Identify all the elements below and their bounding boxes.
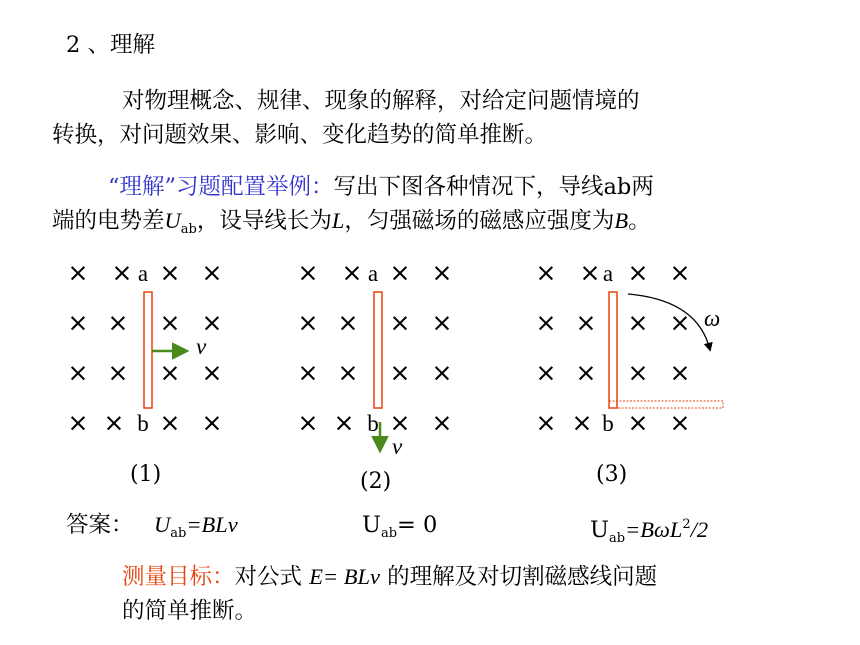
field-cross-mark: × bbox=[627, 358, 649, 387]
terminal-a-label: a bbox=[137, 261, 149, 286]
field-cross-mark: × bbox=[297, 358, 319, 387]
field-cross-mark: × bbox=[431, 358, 453, 387]
field-cross-mark: × bbox=[669, 258, 691, 287]
field-cross-mark: × bbox=[159, 358, 181, 387]
goal-text-1a: 对公式 bbox=[234, 564, 303, 590]
example-label: “理解”习题配置举例： bbox=[108, 174, 334, 200]
figure-label-1: (1) bbox=[130, 462, 162, 487]
field-cross-mark: × bbox=[579, 258, 601, 287]
field-cross-mark: × bbox=[669, 308, 691, 337]
field-cross-mark: × bbox=[67, 358, 89, 387]
terminal-a-label: a bbox=[602, 261, 614, 286]
field-cross-mark: × bbox=[431, 408, 453, 437]
goal-text-1b: 的理解及对切割磁感线问题 bbox=[387, 564, 658, 590]
answer-3-sup: 2 bbox=[682, 517, 691, 532]
field-cross-mark: × bbox=[389, 308, 411, 337]
answer-1-sub: ab bbox=[170, 526, 187, 541]
field-cross-mark: × bbox=[627, 408, 649, 437]
symbol-U: U bbox=[164, 208, 181, 233]
symbol-L: L bbox=[331, 208, 345, 233]
answer-line bbox=[66, 510, 134, 540]
answer-3-rhs1: =BωL bbox=[625, 517, 683, 542]
figure-label-3: (3) bbox=[596, 462, 628, 487]
answer-2 bbox=[362, 510, 437, 549]
answer-3 bbox=[590, 510, 708, 554]
field-cross-mark: × bbox=[669, 358, 691, 387]
answer-1-U: U bbox=[154, 512, 171, 537]
field-cross-mark: × bbox=[337, 308, 359, 337]
example-text-2b: ，设导线长为 bbox=[196, 208, 332, 234]
field-cross-mark: × bbox=[107, 308, 129, 337]
field-cross-mark: × bbox=[535, 258, 557, 287]
example-text-2d: 。 bbox=[628, 208, 651, 234]
field-cross-mark: × bbox=[111, 258, 133, 287]
section-title: 理解 bbox=[110, 32, 156, 58]
answer-3-U: U bbox=[590, 517, 609, 543]
conductor-rod bbox=[144, 292, 152, 408]
goal-line-1 bbox=[122, 562, 657, 592]
field-cross-mark: × bbox=[389, 358, 411, 387]
field-cross-mark: × bbox=[67, 408, 89, 437]
symbol-U-sub: ab bbox=[180, 222, 197, 237]
terminal-a-label: a bbox=[367, 261, 379, 286]
field-cross-mark: × bbox=[333, 408, 355, 437]
field-cross-mark: × bbox=[67, 258, 89, 287]
field-cross-mark: × bbox=[337, 358, 359, 387]
section-separator: 、 bbox=[87, 32, 110, 58]
definition-line-2: 转换，对问题效果、影响、变化趋势的简单推断。 bbox=[52, 122, 548, 148]
field-cross-mark: × bbox=[297, 308, 319, 337]
conductor-rod bbox=[374, 292, 382, 408]
symbol-B: B bbox=[614, 208, 629, 233]
field-cross-mark: × bbox=[103, 408, 125, 437]
field-cross-mark: × bbox=[535, 358, 557, 387]
answer-1 bbox=[154, 510, 238, 549]
velocity-label: v bbox=[392, 434, 403, 459]
field-cross-mark: × bbox=[627, 258, 649, 287]
field-cross-mark: × bbox=[159, 408, 181, 437]
example-text-2c: ，匀强磁场的磁感应强度为 bbox=[344, 208, 615, 234]
field-cross-mark: × bbox=[669, 408, 691, 437]
omega-label: ω bbox=[704, 306, 721, 331]
answer-2-sub: ab bbox=[380, 526, 398, 541]
field-cross-mark: × bbox=[571, 408, 593, 437]
field-cross-mark: × bbox=[201, 258, 223, 287]
definition-line-1: 对物理概念、规律、现象的解释，对给定问题情境的 bbox=[122, 88, 640, 114]
figure-label-2: (2) bbox=[360, 469, 392, 494]
goal-formula: E= BLv bbox=[309, 564, 380, 589]
field-cross-mark: × bbox=[431, 258, 453, 287]
field-cross-mark: × bbox=[575, 358, 597, 387]
answer-3-rhs2: /2 bbox=[690, 517, 709, 542]
terminal-b-label: b bbox=[367, 411, 379, 436]
goal-label: 测量目标： bbox=[122, 564, 235, 590]
field-cross-mark: × bbox=[107, 358, 129, 387]
terminal-b-label: b bbox=[137, 411, 149, 436]
field-cross-mark: × bbox=[201, 408, 223, 437]
answer-2-rhs: = 0 bbox=[397, 512, 438, 538]
rotated-rod-position bbox=[609, 401, 723, 408]
field-cross-mark: × bbox=[535, 308, 557, 337]
field-cross-mark: × bbox=[297, 408, 319, 437]
field-cross-mark: × bbox=[389, 258, 411, 287]
field-cross-mark: × bbox=[575, 308, 597, 337]
field-cross-mark: × bbox=[159, 258, 181, 287]
field-cross-mark: × bbox=[201, 358, 223, 387]
example-text-1: 写出下图各种情况下，导线ab两 bbox=[333, 174, 654, 200]
field-cross-mark: × bbox=[341, 258, 363, 287]
field-cross-mark: × bbox=[201, 308, 223, 337]
example-text-2a: 端的电势差 bbox=[52, 208, 165, 234]
answer-3-sub: ab bbox=[608, 531, 626, 546]
answer-1-rhs: =BLv bbox=[186, 512, 238, 537]
field-cross-mark: × bbox=[159, 308, 181, 337]
answer-prefix: 答案： bbox=[66, 512, 134, 538]
field-cross-mark: × bbox=[431, 308, 453, 337]
answer-2-U: U bbox=[362, 512, 381, 538]
section-number: 2 bbox=[66, 32, 81, 58]
conductor-rod bbox=[609, 292, 617, 408]
goal-line-2: 的简单推断。 bbox=[122, 598, 258, 624]
field-cross-mark: × bbox=[535, 408, 557, 437]
velocity-label: v bbox=[196, 334, 207, 359]
terminal-b-label: b bbox=[602, 411, 614, 436]
field-cross-mark: × bbox=[627, 308, 649, 337]
field-cross-mark: × bbox=[67, 308, 89, 337]
field-cross-mark: × bbox=[297, 258, 319, 287]
field-cross-mark: × bbox=[389, 408, 411, 437]
